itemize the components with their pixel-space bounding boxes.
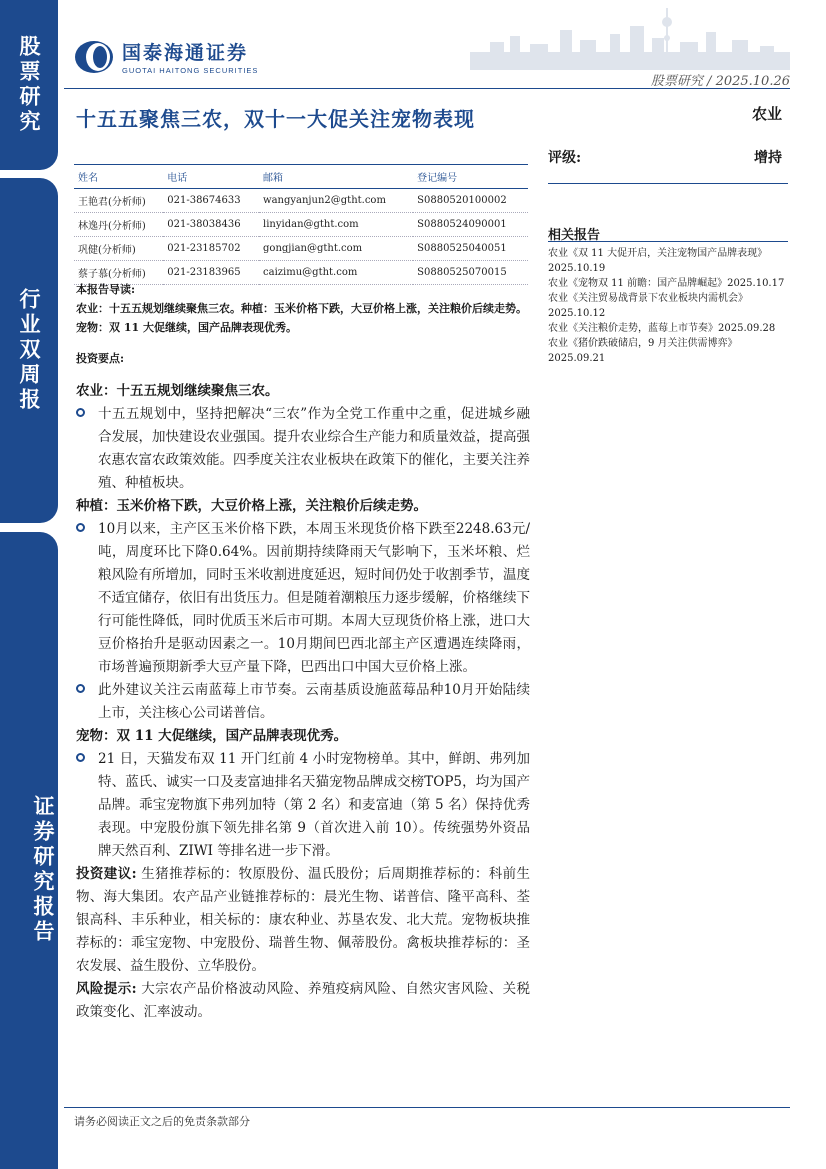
related-report-text: 农业《猪价跌破储启，9 月关注供需博弈》	[548, 338, 738, 349]
analyst-phone: 021-38674633	[163, 189, 259, 213]
header-email: 邮箱	[259, 165, 413, 189]
header-date: 2025.10.26	[715, 74, 790, 89]
header-separator: /	[707, 74, 712, 89]
header-divider	[64, 88, 790, 89]
section-heading-planting: 种植：玉米价格下跌，大豆价格上涨，关注粮价后续走势。	[76, 498, 427, 514]
related-divider	[548, 241, 788, 242]
header-phone: 电话	[163, 165, 259, 189]
rating-label: 评级:	[548, 150, 582, 166]
related-report-date: 2025.09.21	[548, 353, 606, 364]
table-row	[74, 237, 528, 261]
related-report-text: 农业《双 11 大促开启，关注宠物国产品牌表现》	[548, 248, 768, 259]
related-report-item[interactable]	[548, 336, 796, 366]
section-heading-pets: 宠物：双 11 大促继续，国产品牌表现优秀。	[76, 728, 348, 744]
related-report-date: 2025.10.12	[548, 308, 606, 319]
analyst-email[interactable]: gongjian@gtht.com	[259, 237, 413, 261]
analyst-name: 王艳君(分析师)	[74, 189, 163, 213]
related-report-item[interactable]	[548, 246, 796, 276]
rating-value: 增持	[754, 150, 782, 166]
analyst-phone: 021-23183965	[163, 261, 259, 285]
analyst-email[interactable]: wangyanjun2@gtht.com	[259, 189, 413, 213]
related-report-text: 农业《关注贸易战背景下农业板块内需机会》	[548, 293, 748, 304]
table-row	[74, 213, 528, 237]
header-name: 姓名	[74, 165, 163, 189]
rating-divider	[548, 183, 788, 184]
analyst-reg-no: S0880525040051	[413, 237, 528, 261]
analyst-email[interactable]: caizimu@gtht.com	[259, 261, 413, 285]
footer-disclaimer: 请务必阅读正文之后的免责条款部分	[74, 1115, 250, 1128]
related-report-date: 2025.10.19	[548, 263, 606, 274]
points-heading: 投资要点:	[76, 352, 125, 365]
related-report-item[interactable]	[548, 321, 796, 336]
analyst-table	[74, 164, 528, 285]
footer-divider	[64, 1107, 790, 1108]
related-reports-title: 相关报告	[548, 228, 601, 243]
analyst-name: 蔡子慕(分析师)	[74, 261, 163, 285]
logo-cn-text: 国泰海通证券	[122, 42, 249, 64]
header-category: 股票研究	[650, 74, 703, 89]
guide-text: 农业：十五五规划继续聚焦三农。种植：玉米价格下跌，大豆价格上涨，关注粮价后续走势。宠物：双 11 大促继续，国产品牌表现优秀。	[76, 302, 527, 334]
related-report-text: 农业《宠物双 11 前瞻：国产品牌崛起》2025.10.17	[548, 278, 785, 289]
analyst-phone: 021-23185702	[163, 237, 259, 261]
header-meta	[651, 70, 790, 89]
section-paragraph	[76, 403, 530, 495]
city-skyline-icon	[470, 4, 790, 70]
related-report-text: 农业《关注粮价走势，蓝莓上市节奏》2025.09.28	[548, 323, 776, 334]
report-body	[76, 280, 530, 1024]
related-report-item[interactable]	[548, 276, 796, 291]
advice-label: 投资建议:	[76, 866, 137, 882]
section-paragraph	[76, 748, 530, 863]
bullet-icon	[76, 523, 85, 532]
related-reports-list	[548, 246, 796, 366]
table-header-row	[74, 165, 528, 189]
risk-label: 风险提示:	[76, 981, 137, 997]
side-tab-research-report: 证券研究报告	[0, 532, 58, 1169]
analyst-phone: 021-38038436	[163, 213, 259, 237]
logo-en-text: GUOTAI HAITONG SECURITIES	[122, 66, 259, 75]
investment-advice	[76, 863, 530, 978]
industry-label: 农业	[751, 105, 782, 123]
header-reg-no: 登记编号	[413, 165, 528, 189]
company-logo	[74, 38, 258, 75]
paragraph-text: 10月以来，主产区玉米价格下跌，本周玉米现货价格下跌至2248.63元/吨，周度环比下降0.64%。因前期持续降雨天气影响下，玉米坏粮、烂粮风险有所增加，同时玉米收割进度延迟，短时间仍处于收割季节，温度不适宜储存，依旧有出货压力。但是随着潮粮压力逐步缓解，价格继续下行可能性降低，同时优质玉米后市可期。本周大豆现货价格上涨，进口大豆价格抬升是驱动因素之一。10月期间巴西北部主产区遭遇连续降雨，市场普遍预期新季大豆产量下降，巴西出口中国大豆价格上涨。	[98, 521, 530, 675]
paragraph-text: 十五五规划中，坚持把解决“三农”作为全党工作重中之重，促进城乡融合发展，加快建设农业强国。提升农业综合生产能力和质量效益，提高强农惠农富农政策效能。四季度关注农业板块在政策下的催化，主要关注养殖、种植板块。	[98, 406, 530, 491]
side-tab-biweekly: 行业双周报	[0, 178, 58, 523]
paragraph-text: 21 日，天猫发布双 11 开门红前 4 小时宠物榜单。其中，鲜朗、弗列加特、蓝氏、诚实一口及麦富迪排名天猫宠物品牌成交榜TOP5，均为国产品牌。乖宝宠物旗下弗列加特（第 2 名）和麦富迪（第 5 名）保持优秀表现。中宠股份旗下领先排名第 9（首次进入前 10）。传统强势外资品牌天然百利、ZIWI 等排名进一步下滑。	[98, 751, 530, 859]
risk-warning	[76, 978, 530, 1024]
analyst-reg-no: S0880520100002	[413, 189, 528, 213]
advice-text: 生猪推荐标的：牧原股份、温氏股份；后周期推荐标的：科前生物、海大集团。农产品产业链推荐标的：晨光生物、诺普信、隆平高科、荃银高科、丰乐种业，相关标的：康农种业、苏垦农发、北大荒。宠物板块推荐标的：乖宝宠物、中宠股份、瑞普生物、佩蒂股份。禽板块推荐标的：圣农发展、益生股份、立华股份。	[76, 866, 531, 974]
analyst-name: 林逸丹(分析师)	[74, 213, 163, 237]
section-paragraph	[76, 679, 530, 725]
analyst-reg-no: S0880525070015	[413, 261, 528, 285]
analyst-reg-no: S0880524090001	[413, 213, 528, 237]
related-report-item[interactable]	[548, 291, 796, 321]
risk-text: 大宗农产品价格波动风险、养殖疫病风险、自然灾害风险、关税政策变化、汇率波动。	[76, 981, 531, 1020]
guide-heading: 本报告导读:	[76, 283, 136, 296]
side-tab-stock-research: 股票研究	[0, 0, 58, 170]
analyst-email[interactable]: linyidan@gtht.com	[259, 213, 413, 237]
paragraph-text: 此外建议关注云南蓝莓上市节奏。云南基质设施蓝莓品种10月开始陆续上市，关注核心公司诺普信。	[98, 682, 530, 721]
bullet-icon	[76, 684, 85, 693]
bullet-icon	[76, 753, 85, 762]
report-title: 十五五聚焦三农，双十一大促关注宠物表现	[76, 107, 475, 131]
section-paragraph	[76, 518, 530, 679]
section-heading-agriculture: 农业：十五五规划继续聚焦三农。	[76, 383, 279, 399]
logo-mark-icon	[74, 40, 114, 74]
table-row	[74, 189, 528, 213]
analyst-name: 巩健(分析师)	[74, 237, 163, 261]
bullet-icon	[76, 408, 85, 417]
